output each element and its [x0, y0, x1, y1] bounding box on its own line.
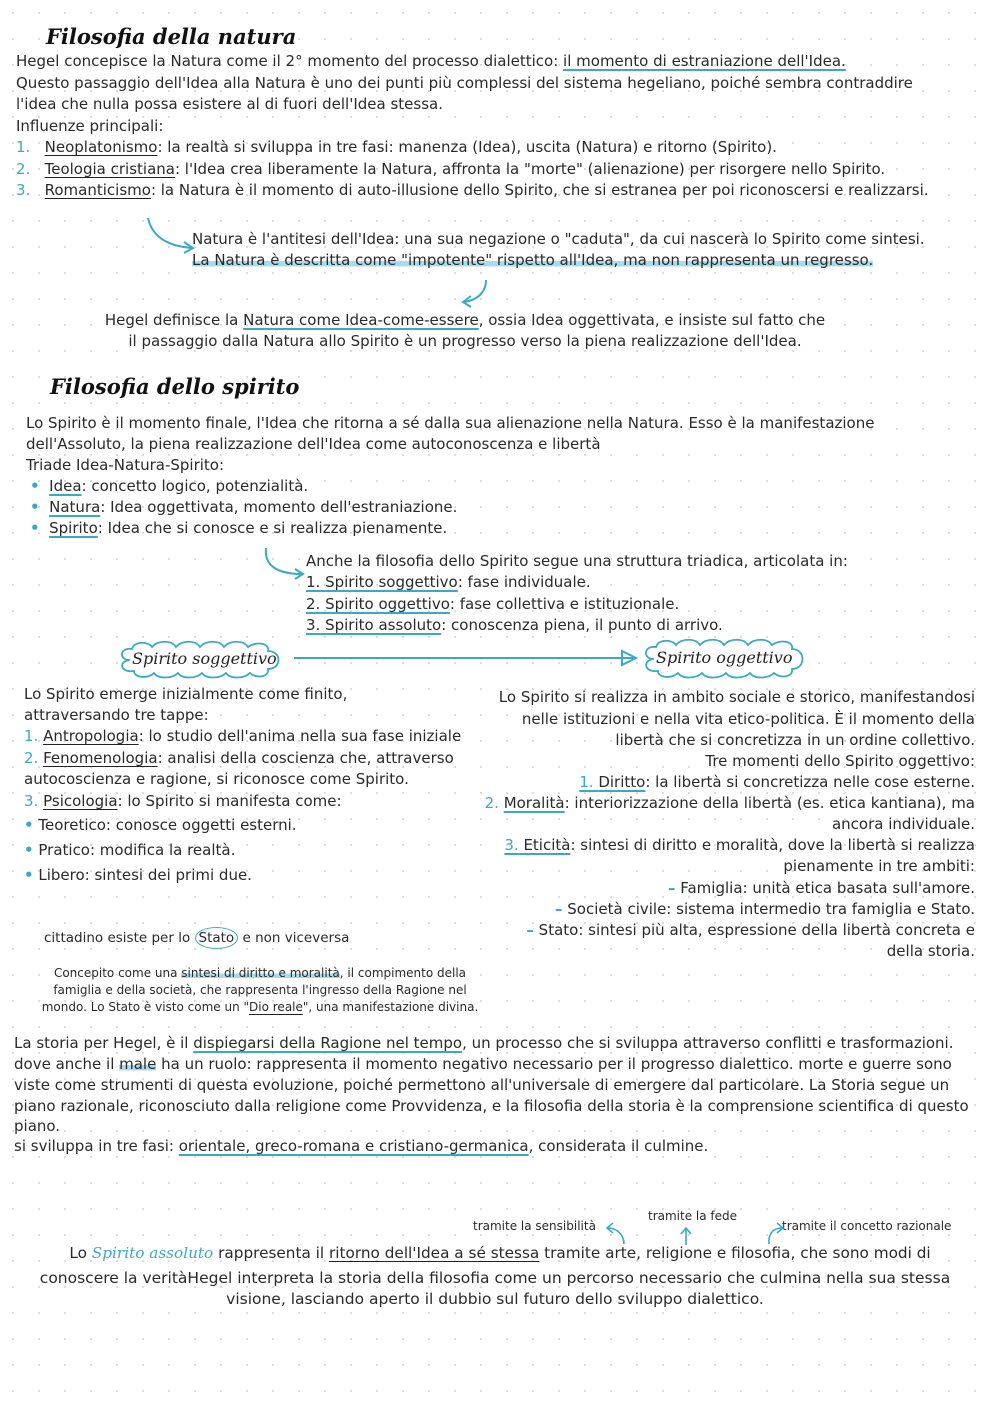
bullet-icon: •	[30, 477, 40, 495]
influenza-text: : l'Idea crea liberamente la Natura, affronta la "morte" (alienazione) per risorgere nello Spirito.	[174, 160, 886, 178]
triade-text: : concetto logico, potenzialità.	[81, 477, 309, 495]
natura-p1-a: Hegel concepisce la Natura come il 2° momento del processo dialettico:	[16, 52, 564, 70]
bullet-icon: •	[30, 498, 40, 516]
storia-l4: piano razionale, riconosciuto dalla religione come Provvidenza, e la filosofia della storia è la comprensione scientifica di questo	[14, 1097, 969, 1115]
note-arte: tramite la sensibilità	[473, 1219, 596, 1233]
stato-note-a: cittadino esiste per lo	[44, 930, 195, 946]
oggettivo-term	[579, 773, 645, 791]
stato-note-1c: , il compimento della	[339, 966, 467, 980]
natura-influenze: Influenze principali:	[16, 117, 164, 135]
spirito-struttura: Anche la filosofia dello Spirito segue una struttura triadica, articolata in:	[306, 552, 848, 570]
struttura-term-text: Spirito assoluto	[325, 616, 442, 634]
soggettivo-item-1	[24, 726, 461, 747]
soggettivo-sub-2	[24, 840, 235, 861]
stato-note-1b: sintesi di diritto e moralità	[181, 966, 340, 980]
influenza-item-2	[16, 159, 885, 180]
assoluto-l2: conoscere la veritàHegel interpreta la storia della filosofia come un percorso necessario che culmina nella sua stessa	[39, 1269, 951, 1287]
influenza-term: Romanticismo	[44, 181, 151, 199]
soggettivo-text: : lo Spirito si manifesta come:	[117, 792, 342, 810]
storia-l1-c: , un processo che si sviluppa attraverso conflitti e trasformazioni.	[462, 1034, 954, 1052]
soggettivo-term: Antropologia	[43, 727, 139, 745]
natura-p3: l'idea che nulla possa esistere al di fuori dell'Idea stessa.	[16, 95, 443, 113]
natura-p1	[16, 51, 846, 72]
stato-note-2: famiglia e della società, che rappresenta l'ingresso della Ragione nel	[53, 983, 467, 997]
ambito-text: Famiglia: unità etica basata sull'amore.	[680, 879, 975, 897]
assoluto-l3: visione, lasciando aperto il dubbio sul futuro dello sviluppo dialettico.	[226, 1290, 764, 1308]
soggettivo-term: Fenomenologia	[43, 749, 158, 767]
struttura-term	[306, 616, 441, 634]
oggettivo-text: : la libertà si concretizza nelle cose esterne.	[645, 773, 975, 791]
soggettivo-l2: attraversando tre tappe:	[24, 706, 209, 724]
influenza-item-1	[16, 137, 777, 158]
triade-term: Natura	[49, 498, 101, 516]
struttura-text: : fase individuale.	[457, 573, 591, 591]
list-number: 3.	[504, 836, 519, 854]
natura-def-c: , ossia Idea oggettivata, e insiste sul fatto che	[478, 311, 826, 329]
spirito-p1: Lo Spirito è il momento finale, l'Idea che ritorna a sé dalla sua alienazione nella Natura. Esso è la manifestazione	[26, 414, 875, 432]
stato-note-3a: mondo. Lo Stato è visto come un "	[41, 1000, 250, 1014]
oggettivo-l2: nelle istituzioni e nella vita etico-politica. È il momento della	[521, 710, 975, 728]
list-number: 2.	[24, 749, 39, 767]
section-title-spirito: Filosofia dello spirito	[50, 374, 300, 399]
struttura-term-text: Spirito soggettivo	[325, 573, 458, 591]
oggettivo-term-text: Diritto	[598, 773, 646, 791]
list-number: 3.	[306, 616, 321, 634]
triade-item-natura	[30, 497, 457, 518]
stato-note-3c: ", una manifestazione divina.	[302, 1000, 479, 1014]
oggettivo-term	[504, 836, 570, 854]
assoluto-l1-a: Lo	[69, 1244, 92, 1262]
list-number: 3.	[24, 792, 39, 810]
stato-note-c: e non viceversa	[238, 930, 350, 946]
influenza-term: Teologia cristiana	[44, 160, 175, 178]
struttura-item-3	[306, 615, 723, 636]
cloud-label-soggettivo: Spirito soggettivo	[132, 649, 277, 668]
spirito-triade: Triade Idea-Natura-Spirito:	[26, 456, 225, 474]
oggettivo-moralita-cont: ancora individuale.	[831, 815, 975, 833]
assoluto-l1	[0, 1243, 1000, 1264]
influenza-term: Neoplatonismo	[44, 138, 158, 156]
storia-l3: viste come strumenti di questa evoluzione, poiché permettono all'universale di emergere dal particolare. La Storia segue un	[14, 1076, 950, 1094]
list-number: 2.	[484, 794, 499, 812]
natura-antitesi-1: Natura è l'antitesi dell'Idea: una sua negazione o "caduta", da cui nascerà lo Spirito come sintesi.	[192, 230, 925, 248]
triade-item-spirito	[30, 518, 447, 539]
natura-p1-b: il momento di estraniazione dell'Idea.	[563, 52, 846, 70]
oggettivo-moralita	[485, 793, 975, 814]
assoluto-l1-e: tramite arte, religione e filosofia, che sono modi di	[539, 1244, 931, 1262]
bullet-icon: •	[24, 866, 34, 884]
storia-l1	[14, 1033, 954, 1054]
assoluto-l1-c: rappresenta il	[213, 1244, 330, 1262]
list-number: 3.	[16, 181, 31, 199]
oggettivo-l1: Lo Spirito si realizza in ambito sociale e storico, manifestandosi	[498, 688, 975, 706]
stato-note-1	[20, 965, 500, 982]
storia-l6-c: , considerata il culmine.	[528, 1137, 709, 1155]
oggettivo-term-text: Eticità	[523, 836, 571, 854]
storia-l1-b: dispiegarsi della Ragione nel tempo	[193, 1034, 463, 1052]
bullet-icon: •	[30, 519, 40, 537]
oggettivo-text: : sintesi di diritto e moralità, dove la libertà si realizza	[570, 836, 975, 854]
storia-l5: piano.	[14, 1117, 61, 1135]
soggettivo-l1: Lo Spirito emerge inizialmente come finito,	[24, 685, 348, 703]
dash-icon: –	[526, 921, 534, 939]
oggettivo-eticita	[504, 835, 975, 856]
storia-l6-a: si sviluppa in tre fasi:	[14, 1137, 179, 1155]
triade-term: Spirito	[49, 519, 98, 537]
ambito-stato	[526, 920, 975, 941]
struttura-item-2	[306, 594, 679, 615]
curved-arrow-icon	[460, 278, 500, 308]
list-number: 2.	[306, 595, 321, 613]
storia-l6-b: orientale, greco-romana e cristiano-germanica	[178, 1137, 529, 1155]
triade-text: : Idea oggettivata, momento dell'estraniazione.	[100, 498, 458, 516]
storia-l1-a: La storia per Hegel, è il	[14, 1034, 194, 1052]
bullet-icon: •	[24, 816, 34, 834]
stato-note-heading	[44, 929, 349, 948]
natura-p2: Questo passaggio dell'Idea alla Natura è uno dei punti più complessi del sistema hegeliano, poiché sembra contraddire	[16, 74, 913, 92]
influenza-text: : la Natura è il momento di auto-illusione dello Spirito, che si estranea per poi riconoscersi e realizzarsi.	[150, 181, 929, 199]
cloud-label-oggettivo: Spirito oggettivo	[656, 648, 793, 667]
soggettivo-text: : analisi della coscienza che, attraverso	[157, 749, 454, 767]
struttura-text: : conoscenza piena, il punto di arrivo.	[441, 616, 723, 634]
soggettivo-sub-3	[24, 865, 252, 886]
assoluto-l1-d: ritorno dell'Idea a sé stessa	[329, 1244, 540, 1262]
curved-arrow-icon	[140, 214, 200, 254]
natura-antitesi-2	[192, 250, 873, 271]
soggettivo-item-2-cont: autocoscienza e ragione, si riconosce come Spirito.	[24, 770, 409, 788]
soggettivo-sub-text: Pratico: modifica la realtà.	[38, 841, 236, 859]
stato-note-3b: Dio reale	[249, 1000, 303, 1014]
struttura-term-text: Spirito oggettivo	[325, 595, 450, 613]
note-religione: tramite la fede	[648, 1209, 738, 1223]
triade-term: Idea	[49, 477, 82, 495]
dash-icon: –	[554, 900, 563, 918]
stato-note-3	[20, 999, 500, 1016]
assoluto-l1-b: Spirito assoluto	[91, 1244, 214, 1262]
oggettivo-term: Moralità	[503, 794, 565, 812]
oggettivo-l3: libertà che si concretizza in un ordine collettivo.	[615, 731, 975, 749]
triade-text: : Idea che si conosce e si realizza pienamente.	[97, 519, 448, 537]
triade-item-idea	[30, 476, 308, 497]
bullet-icon: •	[24, 841, 34, 859]
natura-def-b: Natura come Idea-come-essere	[243, 311, 479, 329]
ambito-societa	[555, 899, 975, 920]
storia-l2-b: male	[119, 1055, 157, 1073]
soggettivo-term: Psicologia	[43, 792, 118, 810]
storia-l2-a: dove anche il	[14, 1055, 120, 1073]
natura-def-a: Hegel definisce la	[104, 311, 244, 329]
struttura-term	[306, 595, 450, 613]
list-number: 2.	[16, 160, 31, 178]
oggettivo-eticita-cont: pienamente in tre ambiti:	[783, 857, 975, 875]
curved-arrow-icon	[258, 544, 308, 580]
ambito-famiglia	[668, 878, 975, 899]
oggettivo-text: : interiorizzazione della libertà (es. etica kantiana), ma	[564, 794, 975, 812]
oggettivo-l4: Tre momenti dello Spirito oggettivo:	[705, 752, 975, 770]
struttura-term	[306, 573, 458, 591]
storia-l6	[14, 1136, 708, 1157]
soggettivo-text: : lo studio dell'anima nella sua fase iniziale	[138, 727, 462, 745]
soggettivo-sub-text: Libero: sintesi dei primi due.	[38, 866, 252, 884]
ambito-stato-cont: della storia.	[886, 942, 975, 960]
spirito-p2: dell'Assoluto, la piena realizzazione dell'Idea come autoconoscenza e libertà	[26, 435, 601, 453]
soggettivo-sub-text: Teoretico: conosce oggetti esterni.	[38, 816, 297, 834]
soggettivo-item-3	[24, 791, 342, 812]
dash-icon: –	[667, 879, 676, 897]
stato-note-1a: Concepito come una	[53, 966, 182, 980]
arrow-right-icon	[294, 650, 644, 666]
list-number: 1.	[24, 727, 39, 745]
stato-note-b: Stato	[195, 927, 239, 949]
storia-l2-c: ha un ruolo: rappresenta il momento negativo necessario per il progresso dialettico. morte e guerre sono	[156, 1055, 952, 1073]
natura-antitesi-2-text: La Natura è descritta come "impotente" rispetto all'Idea, ma non rappresenta un regresso.	[192, 251, 874, 269]
struttura-item-1	[306, 572, 591, 593]
influenza-item-3	[16, 180, 929, 201]
note-filosofia: tramite il concetto razionale	[782, 1219, 952, 1233]
storia-l2	[14, 1054, 952, 1075]
ambito-text: Società civile: sistema intermedio tra famiglia e Stato.	[567, 900, 975, 918]
natura-def-2: il passaggio dalla Natura allo Spirito è un progresso verso la piena realizzazione dell'Idea.	[128, 332, 802, 350]
natura-def-1	[0, 310, 930, 331]
soggettivo-item-2	[24, 748, 454, 769]
struttura-text: : fase collettiva e istituzionale.	[449, 595, 680, 613]
ambito-text: Stato: sintesi più alta, espressione della libertà concreta e	[538, 921, 975, 939]
list-number: 1.	[579, 773, 594, 791]
list-number: 1.	[16, 138, 31, 156]
soggettivo-sub-1	[24, 815, 297, 836]
influenza-text: : la realtà si sviluppa in tre fasi: manenza (Idea), uscita (Natura) e ritorno (Spirito).	[157, 138, 777, 156]
oggettivo-diritto	[579, 772, 975, 793]
list-number: 1.	[306, 573, 321, 591]
section-title-natura: Filosofia della natura	[46, 24, 297, 49]
